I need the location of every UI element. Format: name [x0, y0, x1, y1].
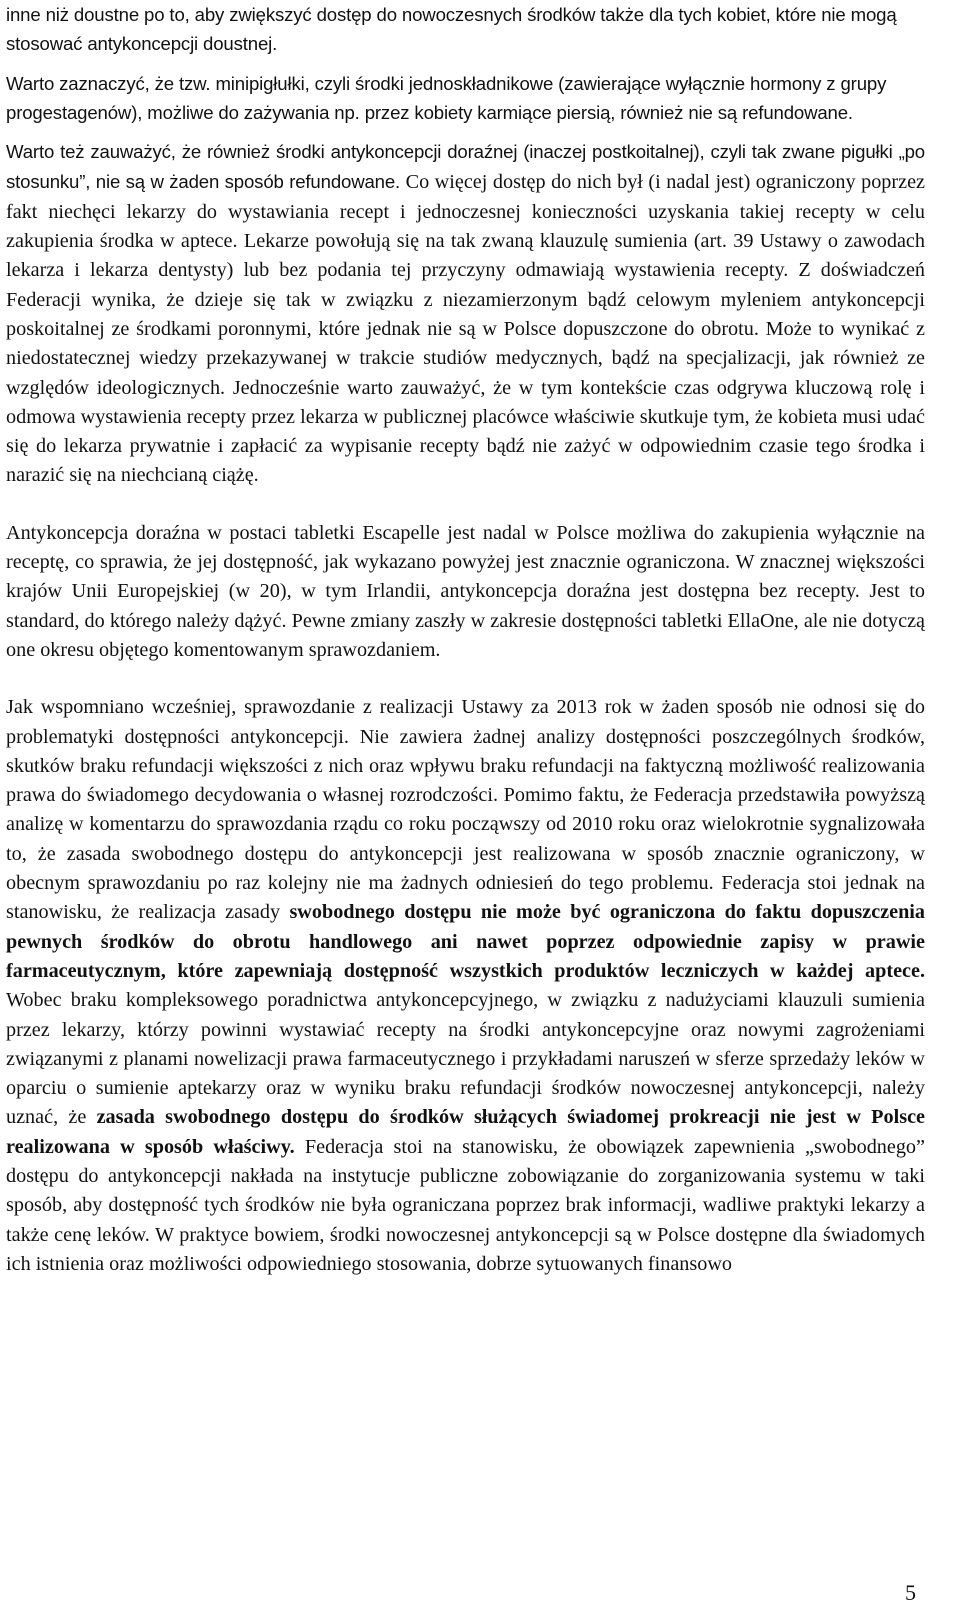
page-number: 5 — [905, 1580, 916, 1605]
emergency-body-text: Co więcej dostęp do nich był (i nadal jest) ograniczony poprzez fakt niechęci lekarzy do wystawiania recept i jednoczesnej konieczności uzyskania takiej recepty w celu zakupienia środka w aptece. Lekarze powołują się na tak zwaną klauzulę sumienia (art. 39 Ustawy o zawodach lekarza i lekarza dentysty) lub bez podania tej przyczyny odmawiają wystawienia recepty. Z doświadczeń Federacji wynika, że dzieje się tak w związku z niezamierzonym bądź celowym myleniem antykoncepcji poskoitalnej ze środkami poronnymi, które jednak nie są w Polsce dopuszczone do obrotu. Może to wynikać z niedostatecznej wiedzy przekazywanej w trakcie studiów medycznych, bądź na specjalizacji, jak również ze względów ideologicznych. Jednocześnie warto zauważyć, że w tym kontekście czas odgrywa kluczową rolę i odmowa wystawienia recepty przez lekarza w publicznej placówce właściwie skutkuje tym, że kobieta musi udać się do lekarza prywatnie i zapłacić za wypisanie recepty bądź nie zażyć w odpowiednim czasie tego środka i narazić się na niechcianą ciążę. — [6, 171, 925, 487]
paragraph-minipills: Warto zaznaczyć, że tzw. minipigłułki, czyli środki jednoskładnikowe (zawierające wyłącznie hormony z grupy progestagenów), możliwe do zażywania np. przez kobiety karmiące piersią, również nie są refundowane. — [6, 72, 887, 123]
report-text-2: Wobec braku kompleksowego poradnictwa antykoncepcyjnego, w związku z nadużyciami klauzuli sumienia przez lekarzy, którzy powinni wystawiać recepty na środki antykoncepcyjne oraz nowymi zagrożeniami związanymi z planami nowelizacji prawa farmaceutycznego i przykładami naruszeń w sferze sprzedaży leków w oparciu o sumienie aptekarzy oraz w wyniku braku refundacji środków nowoczesnej antykoncepcji, należy uznać, że — [6, 989, 925, 1129]
document-page — [6, 0, 925, 1279]
paragraph-escapelle: Antykoncepcja doraźna w postaci tabletki Escapelle jest nadal w Polsce możliwa do zakupienia wyłącznie na receptę, co sprawia, że jej dostępność, jak wykazano powyżej jest znacznie ograniczona. W znacznej większości krajów Unii Europejskiej (w 20), w tym Irlandii, antykoncepcja doraźna jest dostępna bez recepty. Jest to standard, do którego należy dążyć. Pewne zmiany zaszły w zakresie dostępności tabletki EllaOne, ale nie dotyczą one okresu objętego komentowanym sprawozdaniem. — [6, 521, 925, 661]
paragraph-continuation: inne niż doustne po to, aby zwiększyć dostęp do nowoczesnych środków także dla tych kobiet, które nie mogą stosować antykoncepcji doustnej. — [6, 4, 897, 55]
report-text-3: Federacja stoi na stanowisku, że obowiązek zapewnienia „swobodnego” dostępu do antykoncepcji nakłada na instytucje publiczne zobowiązanie do zorganizowania systemu w taki sposób, aby dostępność tych środków nie była ograniczana poprzez brak informacji, wadliwe praktyki lekarzy a także cenę leków. W praktyce bowiem, środki nowoczesnej antykoncepcji są w Polsce dostępne dla świadomych ich istnienia oraz możliwości odpowiedniego stosowania, dobrze sytuowanych finansowo — [6, 1135, 925, 1275]
report-bold-2: zasada swobodnego dostępu do środków służących świadomej prokreacji nie jest w Polsce realizowana w sposób właściwy. — [6, 1106, 925, 1158]
report-text-1: Jak wspomniano wcześniej, sprawozdanie z realizacji Ustawy za 2013 rok w żaden sposób nie odnosi się do problematyki dostępności antykoncepcji. Nie zawiera żadnej analizy dostępności poszczególnych środków, skutków braku refundacji większości z nich oraz wpływu braku refundacji na faktyczną możliwość realizowania prawa do świadomego decydowania o własnej rozrodczości. Pomimo faktu, że Federacja przedstawiła powyższą analizę w komentarzu do sprawozdania rządu co roku począwszy od 2010 roku oraz wielokrotnie sygnalizowała to, że zasada swobodnego dostępu do antykoncepcji jest realizowana w sposób znacznie ograniczony, w obecnym sprawozdaniu po raz kolejny nie ma żadnych odniesień do tego problemu. Federacja stoi jednak na stanowisku, że realizacja zasady — [6, 696, 925, 924]
emergency-intro-text: Warto też zauważyć, że również środki antykoncepcji doraźnej (inaczej postkoitalnej), czyli tak zwane pigułki „po stosunku”, nie są w żaden sposób refundowane. — [6, 141, 925, 193]
report-bold-1: swobodnego dostępu nie może być ograniczona do faktu dopuszczenia pewnych środków do obrotu handlowego ani nawet poprzez odpowiednie zapisy w prawie farmaceutycznym, które zapewniają dostępność wszystkich produktów leczniczych w każdej aptece. — [6, 901, 926, 982]
paragraph-report-analysis — [6, 693, 925, 1279]
paragraph-emergency-contraception — [6, 137, 925, 491]
